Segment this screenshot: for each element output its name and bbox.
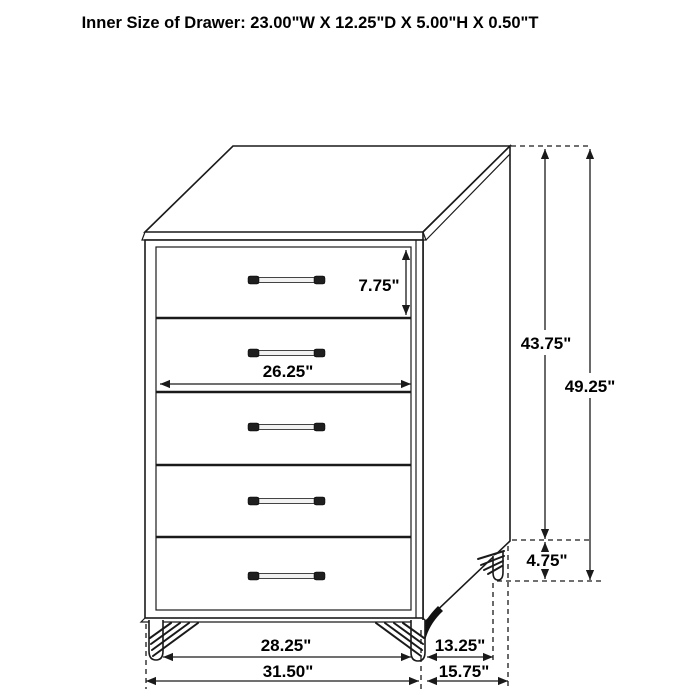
drawer-handle [248, 276, 325, 284]
front-left-leg [149, 620, 198, 660]
dim-label-overall-height: 49.25" [564, 377, 616, 396]
drawer-handle [248, 423, 325, 431]
dim-label-drawer-width: 26.25" [262, 362, 314, 381]
dim-label-overall-width: 31.50" [262, 662, 314, 681]
dim-label-top-drawer-height: 7.75" [358, 276, 400, 295]
dim-label-depth-between-legs: 13.25" [434, 636, 486, 655]
drawer-handle [248, 349, 325, 357]
top-slab-front-edge [142, 232, 426, 240]
dim-label-overall-depth: 15.75" [438, 662, 490, 681]
dim-label-leg-height: 4.75" [526, 551, 568, 570]
diagram-title: Inner Size of Drawer: 23.00"W X 12.25"D X 5.00"H X 0.50"T [81, 14, 539, 32]
drawer-handle [248, 497, 325, 505]
dim-label-width-between-legs: 28.25" [260, 636, 312, 655]
drawer-handle [248, 572, 325, 580]
dim-label-case-height: 43.75" [520, 334, 572, 353]
